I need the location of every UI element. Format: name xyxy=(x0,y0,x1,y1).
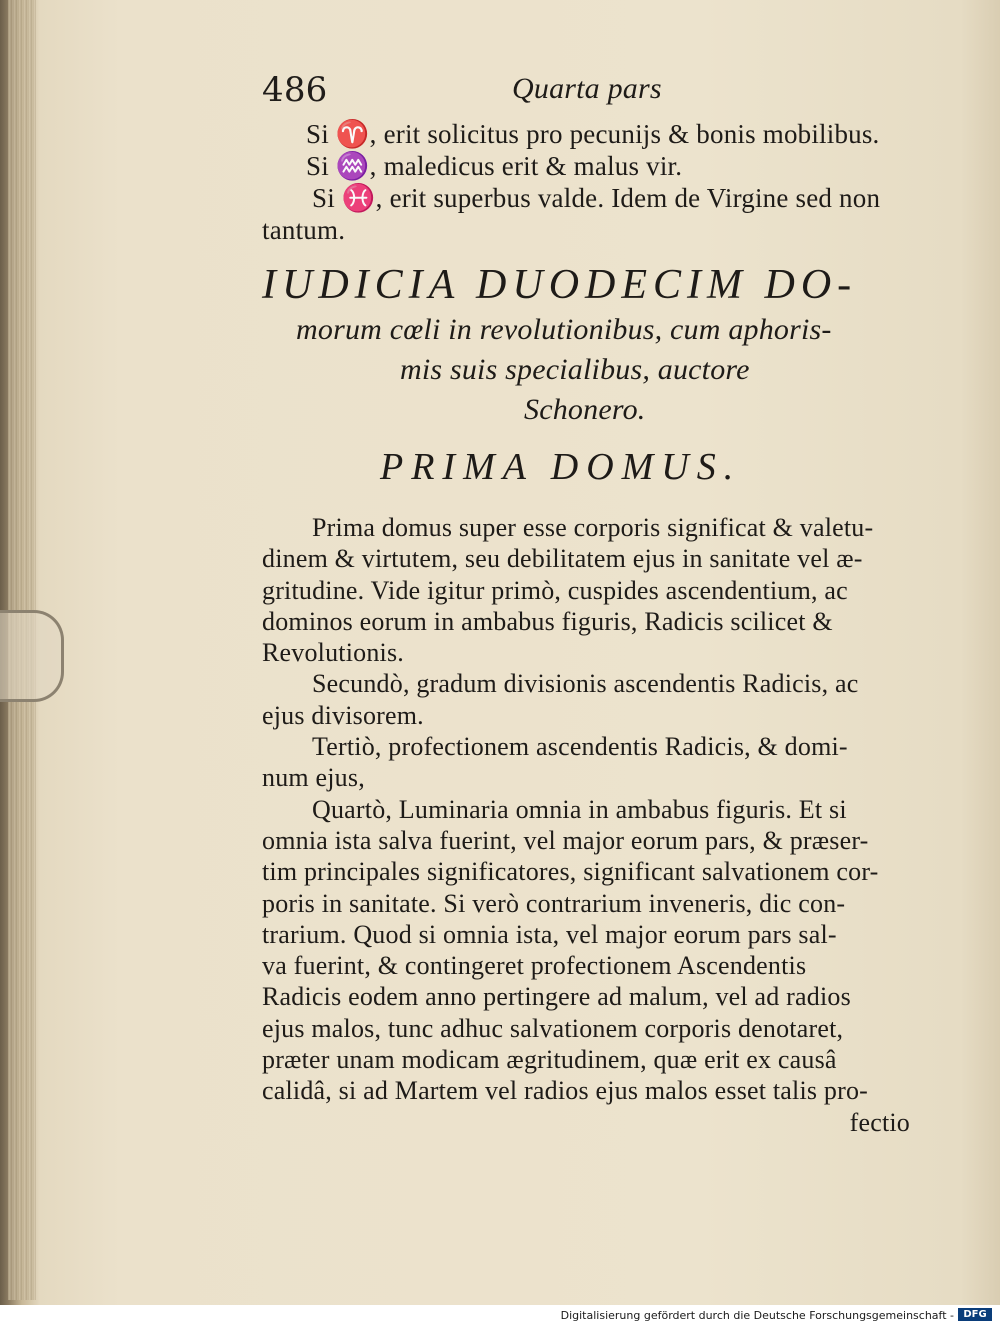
body-line: dinem & virtutem, seu debilitatem ejus in sanitate vel æ- xyxy=(262,544,863,574)
body-line: num ejus, xyxy=(262,763,365,793)
judicia-heading xyxy=(262,260,922,430)
footer-credit: Digitalisierung gefördert durch die Deutsche Forschungsgemeinschaft - xyxy=(560,1309,954,1322)
intro-line: Si ♒, maledicus erit & malus vir. xyxy=(306,151,683,181)
body-text xyxy=(262,512,922,1138)
body-line: Prima domus super esse corporis significat & valetu- xyxy=(312,513,874,542)
judicia-heading-line: mis suis specialibus, auctore xyxy=(400,353,750,386)
body-line: tim principales significatores, significant salvationem cor- xyxy=(262,857,879,887)
body-line: ejus malos, tunc adhuc salvationem corporis denotaret, xyxy=(262,1013,844,1043)
catchword: fectio xyxy=(849,1107,910,1137)
intro-line: Si ♈, erit solicitus pro pecunijs & bonis mobilibus. xyxy=(306,119,880,149)
body-line: calidâ, si ad Martem vel radios ejus malos esset talis pro- xyxy=(262,1076,869,1106)
dfg-logo: DFG xyxy=(958,1308,992,1321)
running-head xyxy=(262,66,922,118)
body-line: Secundò, gradum divisionis ascendentis Radicis, ac xyxy=(312,669,859,699)
page-content xyxy=(262,66,922,1138)
body-line: va fuerint, & contingeret profectionem Ascendentis xyxy=(262,951,807,981)
body-line: ejus divisorem. xyxy=(262,700,424,730)
judicia-heading-line: Schonero. xyxy=(524,393,646,426)
page-number: 486 xyxy=(262,70,328,110)
intro-line: Si ♓, erit superbus valde. Idem de Virgine sed non xyxy=(312,183,881,213)
body-line: Tertiò, profectionem ascendentis Radicis, & domi- xyxy=(312,732,848,762)
judicia-heading-line: morum cœli in revolutionibus, cum aphoris- xyxy=(296,313,832,346)
body-line: Quartò, Luminaria omnia in ambabus figuris. Et si xyxy=(312,794,847,824)
body-line: Revolutionis. xyxy=(262,638,404,668)
judicia-heading-line: IUDICIA DUODECIM DO- xyxy=(262,262,858,308)
intro-line: tantum. xyxy=(262,215,346,245)
body-line: poris in sanitate. Si verò contrarium inveneris, dic con- xyxy=(262,888,846,918)
section-heading: PRIMA DOMUS. xyxy=(380,446,742,488)
body-line: Radicis eodem anno pertingere ad malum, vel ad radios xyxy=(262,982,851,1012)
body-line: gritudine. Vide igitur primò, cuspides ascendentium, ac xyxy=(262,575,848,605)
body-line: præter unam modicam ægritudinem, quæ erit ex causâ xyxy=(262,1045,837,1075)
body-line: dominos eorum in ambabus figuris, Radicis scilicet & xyxy=(262,606,833,636)
page-clip xyxy=(0,610,64,702)
body-line: omnia ista salva fuerint, vel major eorum pars, & præser- xyxy=(262,825,869,855)
body-line: trarium. Quod si omnia ista, vel major eorum pars sal- xyxy=(262,919,837,949)
running-title: Quarta pars xyxy=(512,72,662,105)
